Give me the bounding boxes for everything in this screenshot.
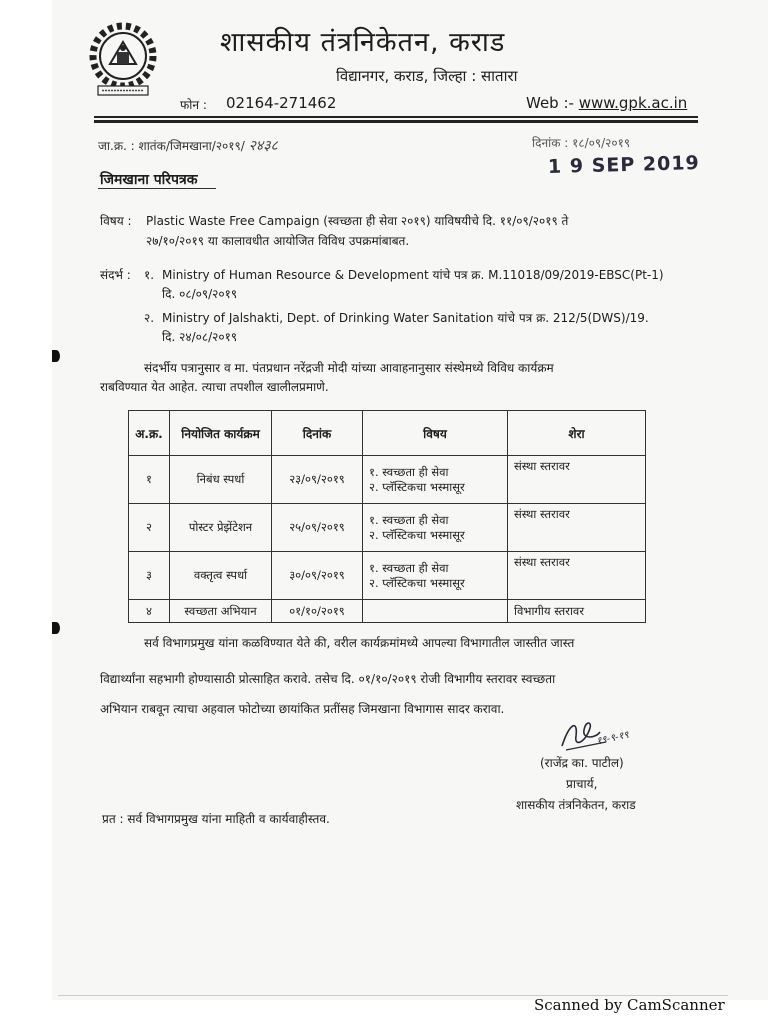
closing-line-1: सर्व विभागप्रमुख यांना कळविण्यात येते की, वरील कार्यक्रमांमध्ये आपल्या विभागातील जास्तीत जास्त bbox=[144, 636, 575, 650]
cell-date: ३०/०९/२०१९ bbox=[272, 552, 363, 600]
cell-subject bbox=[363, 456, 508, 504]
subject-item: २. प्लॅस्टिकचा भस्मासूर bbox=[369, 575, 465, 590]
cell-date: २३/०९/२०१९ bbox=[272, 456, 363, 504]
header-remark: शेरा bbox=[508, 411, 646, 456]
reference-1-num: १. bbox=[144, 268, 155, 282]
intro-line-1: संदर्भीय पत्रानुसार व मा. पंतप्रधान नरेंद्रजी मोदी यांच्या आवाहनानुसार संस्थेमध्ये विविध कार्यक्रम bbox=[144, 361, 554, 375]
reference-1-text: Ministry of Human Resource & Development यांचे पत्र क्र. M.11018/09/2019-EBSC(Pt-1) bbox=[162, 268, 664, 282]
cell-sr: ३ bbox=[129, 552, 170, 600]
cell-subject bbox=[363, 504, 508, 552]
punch-mark-bottom bbox=[52, 622, 60, 634]
header-subject: विषय bbox=[363, 411, 508, 456]
reference-handwritten: २४३८ bbox=[248, 138, 278, 154]
cell-program: पोस्टर प्रेझेंटेशन bbox=[170, 504, 272, 552]
table-row bbox=[129, 600, 646, 623]
date-stamp: 1 9 SEP 2019 bbox=[547, 152, 701, 178]
subject-item: २. प्लॅस्टिकचा भस्मासूर bbox=[369, 479, 465, 494]
cell-remark: संस्था स्तरावर bbox=[508, 552, 646, 600]
references-label: संदर्भ : bbox=[100, 268, 131, 282]
reference-2-num: २. bbox=[144, 311, 155, 325]
signature-date: १९-९-१९ bbox=[595, 729, 630, 748]
cell-remark: संस्था स्तरावर bbox=[508, 456, 646, 504]
cell-date: २५/०९/२०१९ bbox=[272, 504, 363, 552]
cell-sr: ४ bbox=[129, 600, 170, 623]
reference-2-text: Ministry of Jalshakti, Dept. of Drinking Water Sanitation यांचे पत्र क्र. 212/5(DWS)/19. bbox=[162, 311, 649, 325]
closing-line-2: विद्यार्थ्यांना सहभागी होण्यासाठी प्रोत्साहित करावे. तसेच दि. ०१/१०/२०१९ रोजी विभागीय स्तरावर स्वच्छता bbox=[100, 672, 556, 686]
subject-item: २. प्लॅस्टिकचा भस्मासूर bbox=[369, 527, 465, 542]
circular-title: जिमखाना परिपत्रक bbox=[100, 172, 198, 188]
program-table bbox=[128, 410, 646, 623]
cell-date: ०१/१०/२०१९ bbox=[272, 600, 363, 623]
header-date: दिनांक bbox=[272, 411, 363, 456]
date-label: दिनांक : १८/०९/२०१९ bbox=[532, 136, 631, 150]
scanner-watermark: Scanned by CamScanner bbox=[534, 996, 725, 1014]
principal-designation: प्राचार्य, bbox=[566, 777, 598, 791]
cell-program: स्वच्छता अभियान bbox=[170, 600, 272, 623]
cell-subject bbox=[363, 600, 508, 623]
subject-item: १. स्वच्छता ही सेवा bbox=[369, 560, 449, 575]
cell-remark: विभागीय स्तरावर bbox=[508, 600, 646, 623]
principal-institute: शासकीय तंत्रनिकेतन, कराड bbox=[516, 798, 636, 812]
header-sr-no: अ.क्र. bbox=[129, 411, 170, 456]
institute-logo-icon bbox=[82, 14, 164, 100]
header-program: नियोजित कार्यक्रम bbox=[170, 411, 272, 456]
institute-address: विद्यानगर, कराड, जिल्हा : सातारा bbox=[336, 67, 518, 85]
principal-name: (राजेंद्र का. पाटील) bbox=[540, 756, 624, 770]
cell-sr: १ bbox=[129, 456, 170, 504]
website-link[interactable]: www.gpk.ac.in bbox=[578, 94, 688, 112]
header-rule bbox=[94, 116, 698, 118]
cell-sr: २ bbox=[129, 504, 170, 552]
subject-item: १. स्वच्छता ही सेवा bbox=[369, 464, 449, 479]
table-row bbox=[129, 456, 646, 504]
website bbox=[526, 94, 687, 112]
table-row bbox=[129, 552, 646, 600]
reference-number bbox=[98, 136, 278, 155]
intro-line-2: राबविण्यात येत आहेत. त्याचा तपशील खालीलप्रमाणे. bbox=[100, 380, 329, 394]
cell-program: निबंध स्पर्धा bbox=[170, 456, 272, 504]
cell-remark: संस्था स्तरावर bbox=[508, 504, 646, 552]
subject-item: १. स्वच्छता ही सेवा bbox=[369, 512, 449, 527]
subject-line-1: Plastic Waste Free Campaign (स्वच्छता ही सेवा २०१९) याविषयीचे दि. ११/०९/२०१९ ते bbox=[146, 214, 569, 228]
table-header-row bbox=[129, 411, 646, 456]
closing-line-3: अभियान राबवून त्याचा अहवाल फोटोच्या छायांकित प्रतींसह जिमखाना विभागास सादर करावा. bbox=[100, 702, 505, 716]
title-underline bbox=[98, 188, 216, 189]
cell-program: वक्तृत्व स्पर्धा bbox=[170, 552, 272, 600]
web-label: Web :- bbox=[526, 94, 574, 112]
institute-name: शासकीय तंत्रनिकेतन, कराड bbox=[220, 27, 506, 58]
punch-mark-top bbox=[52, 350, 60, 362]
reference-label: जा.क्र. : शातंक/जिमखाना/२०१९/ bbox=[98, 139, 245, 153]
reference-1-date: दि. ०८/०९/२०१९ bbox=[162, 287, 238, 301]
subject-label: विषय : bbox=[100, 214, 132, 228]
copy-to: प्रत : सर्व विभागप्रमुख यांना माहिती व कार्यवाहीस्तव. bbox=[102, 812, 330, 826]
subject-line-2: २७/१०/२०१९ या कालावधीत आयोजित विविध उपक्रमांबाबत. bbox=[146, 234, 410, 248]
phone-label: फोन : bbox=[180, 98, 207, 112]
header-rule-thick bbox=[94, 120, 698, 123]
table-row bbox=[129, 504, 646, 552]
cell-subject bbox=[363, 552, 508, 600]
reference-2-date: दि. २४/०८/२०१९ bbox=[162, 330, 238, 344]
phone-number: 02164-271462 bbox=[226, 94, 337, 112]
